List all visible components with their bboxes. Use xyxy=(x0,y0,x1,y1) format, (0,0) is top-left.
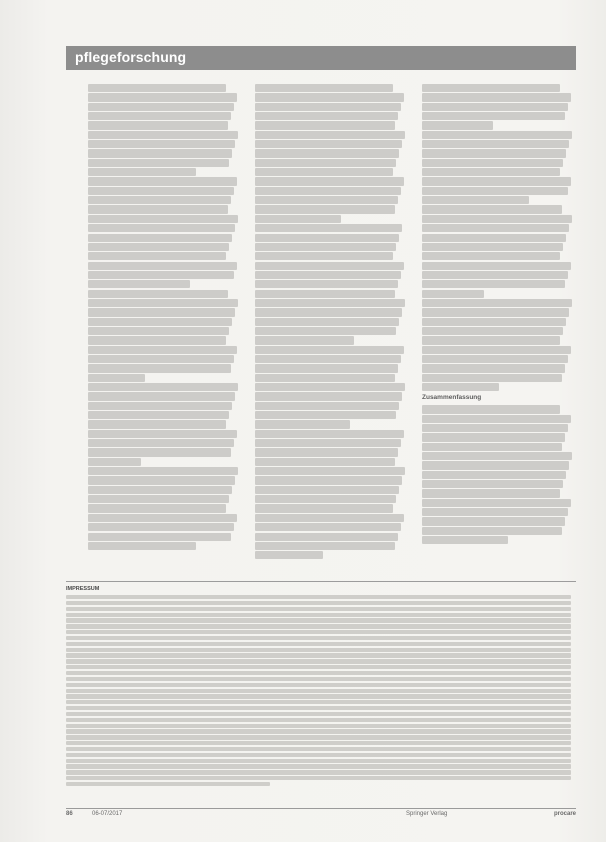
impressum-line xyxy=(66,776,571,780)
section-title: pflegeforschung xyxy=(75,49,187,65)
text-line xyxy=(422,271,568,279)
text-line xyxy=(422,536,508,544)
text-line xyxy=(422,480,563,488)
text-line xyxy=(88,374,145,382)
text-line xyxy=(255,467,405,475)
text-line xyxy=(255,448,398,456)
text-line xyxy=(88,411,229,419)
text-line xyxy=(255,215,341,223)
impressum-line xyxy=(66,613,571,617)
impressum-line xyxy=(66,712,571,716)
impressum-text xyxy=(66,595,576,788)
impressum-line xyxy=(66,659,571,663)
impressum-line xyxy=(66,624,571,628)
text-line xyxy=(255,542,395,550)
text-line xyxy=(255,374,395,382)
text-line xyxy=(422,443,562,451)
text-line xyxy=(255,551,323,559)
text-line xyxy=(422,346,571,354)
text-line xyxy=(88,448,231,456)
text-column-2 xyxy=(255,84,405,572)
text-line xyxy=(422,374,562,382)
text-line xyxy=(255,299,405,307)
text-line xyxy=(422,517,565,525)
text-line xyxy=(255,149,399,157)
text-line xyxy=(88,383,238,391)
text-line xyxy=(88,187,234,195)
text-line xyxy=(422,196,529,204)
text-line xyxy=(422,336,560,344)
text-line xyxy=(255,533,398,541)
text-line xyxy=(88,392,235,400)
text-line xyxy=(422,299,572,307)
text-line xyxy=(88,177,237,185)
text-line xyxy=(88,215,238,223)
text-line xyxy=(422,224,569,232)
text-line xyxy=(88,84,226,92)
text-column-3 xyxy=(422,84,572,572)
text-line xyxy=(88,327,229,335)
text-line xyxy=(255,355,401,363)
text-line xyxy=(422,187,568,195)
text-line xyxy=(422,280,565,288)
brand-logo: procare xyxy=(553,811,576,817)
text-line xyxy=(422,308,569,316)
text-line xyxy=(88,290,228,298)
impressum-line xyxy=(66,665,571,669)
text-line xyxy=(255,131,405,139)
text-line xyxy=(88,103,234,111)
text-line xyxy=(255,346,404,354)
text-line xyxy=(255,168,393,176)
text-line xyxy=(88,224,235,232)
text-line xyxy=(255,402,399,410)
text-line xyxy=(88,364,231,372)
text-line xyxy=(422,405,560,413)
impressum-title: IMPRESSUM xyxy=(66,586,100,592)
text-line xyxy=(255,336,354,344)
impressum-line xyxy=(66,759,571,763)
text-line xyxy=(255,458,395,466)
text-line xyxy=(88,299,238,307)
text-line xyxy=(88,439,234,447)
impressum-line xyxy=(66,595,571,599)
text-line xyxy=(88,308,235,316)
text-line xyxy=(255,420,350,428)
text-line xyxy=(422,140,569,148)
text-line xyxy=(422,121,493,129)
text-line xyxy=(255,159,396,167)
text-line xyxy=(88,205,228,213)
text-line xyxy=(255,93,404,101)
text-line xyxy=(422,489,560,497)
impressum-line xyxy=(66,689,571,693)
text-line xyxy=(88,280,190,288)
text-line xyxy=(422,527,562,535)
text-line xyxy=(422,433,565,441)
text-line xyxy=(88,159,229,167)
text-line xyxy=(255,196,398,204)
impressum-line xyxy=(66,618,571,622)
text-line xyxy=(422,103,568,111)
impressum-line xyxy=(66,700,571,704)
text-line xyxy=(422,508,568,516)
text-line xyxy=(422,234,566,242)
text-line xyxy=(255,523,401,531)
text-line xyxy=(255,476,402,484)
text-line xyxy=(255,514,404,522)
impressum-line xyxy=(66,607,571,611)
text-line xyxy=(88,467,238,475)
impressum-line xyxy=(66,601,571,605)
text-line xyxy=(88,93,237,101)
text-line xyxy=(422,499,571,507)
text-line xyxy=(422,252,560,260)
text-line xyxy=(255,290,395,298)
text-line xyxy=(255,205,395,213)
text-line xyxy=(88,514,237,522)
text-line xyxy=(422,131,572,139)
text-line xyxy=(88,168,196,176)
text-line xyxy=(255,280,398,288)
publisher-label: Springer Verlag xyxy=(406,811,448,817)
text-line xyxy=(422,355,568,363)
impressum-line xyxy=(66,636,571,640)
text-line xyxy=(88,262,237,270)
text-line xyxy=(255,177,404,185)
text-line xyxy=(88,140,235,148)
text-line xyxy=(422,364,565,372)
text-line xyxy=(255,103,401,111)
text-line xyxy=(88,486,232,494)
text-line xyxy=(422,112,565,120)
text-line xyxy=(422,215,572,223)
article-body xyxy=(88,84,576,572)
issue-label: 06-07/2017 xyxy=(92,811,123,817)
text-line xyxy=(422,159,563,167)
text-line xyxy=(422,177,571,185)
impressum-line xyxy=(66,694,571,698)
impressum-line xyxy=(66,671,571,675)
text-line xyxy=(255,383,405,391)
text-line xyxy=(422,383,499,391)
text-line xyxy=(255,224,402,232)
text-line xyxy=(88,271,234,279)
text-line xyxy=(255,271,401,279)
text-line xyxy=(88,355,234,363)
impressum-line xyxy=(66,741,571,745)
text-line xyxy=(88,346,237,354)
page-footer xyxy=(66,808,576,819)
text-line xyxy=(255,495,396,503)
text-line xyxy=(422,424,568,432)
impressum-line xyxy=(66,782,270,786)
text-line xyxy=(88,131,238,139)
text-line xyxy=(422,168,560,176)
text-line xyxy=(88,318,232,326)
text-line xyxy=(422,205,562,213)
text-line xyxy=(422,149,566,157)
impressum-line xyxy=(66,747,571,751)
text-line xyxy=(255,187,401,195)
section-heading: Zusammenfassung xyxy=(422,394,482,402)
page-number: 86 xyxy=(66,811,73,817)
text-line xyxy=(88,542,196,550)
text-line xyxy=(255,243,396,251)
impressum-line xyxy=(66,764,571,768)
text-line xyxy=(88,112,231,120)
impressum-line xyxy=(66,770,571,774)
text-line xyxy=(255,308,402,316)
text-line xyxy=(255,112,398,120)
impressum-line xyxy=(66,630,571,634)
text-line xyxy=(255,364,398,372)
text-line xyxy=(88,476,235,484)
text-line xyxy=(88,523,234,531)
text-line xyxy=(88,196,231,204)
text-column-1 xyxy=(88,84,238,572)
impressum-box xyxy=(66,581,576,800)
text-line xyxy=(255,392,402,400)
text-line xyxy=(255,430,404,438)
text-line xyxy=(88,234,232,242)
text-line xyxy=(255,327,396,335)
text-line xyxy=(255,121,395,129)
impressum-line xyxy=(66,706,571,710)
text-line xyxy=(255,252,393,260)
text-line xyxy=(88,458,141,466)
impressum-line xyxy=(66,718,571,722)
text-line xyxy=(422,452,572,460)
text-line xyxy=(88,121,228,129)
impressum-line xyxy=(66,653,571,657)
text-line xyxy=(88,420,226,428)
text-line xyxy=(88,533,231,541)
text-line xyxy=(88,504,226,512)
impressum-line xyxy=(66,677,571,681)
text-line xyxy=(422,461,569,469)
text-line xyxy=(255,411,396,419)
text-line xyxy=(422,318,566,326)
text-line xyxy=(422,327,563,335)
text-line xyxy=(422,262,571,270)
text-line xyxy=(422,471,566,479)
text-line xyxy=(255,504,393,512)
text-line xyxy=(88,252,226,260)
text-line xyxy=(422,415,571,423)
text-line xyxy=(422,84,560,92)
text-line xyxy=(255,262,404,270)
impressum-line xyxy=(66,683,571,687)
text-line xyxy=(255,318,399,326)
text-line xyxy=(422,243,563,251)
text-line xyxy=(422,290,484,298)
impressum-line xyxy=(66,648,571,652)
text-line xyxy=(255,84,393,92)
text-line xyxy=(422,93,571,101)
text-line xyxy=(88,243,229,251)
text-line xyxy=(88,430,237,438)
impressum-line xyxy=(66,642,571,646)
impressum-line xyxy=(66,735,571,739)
text-line xyxy=(255,234,399,242)
text-line xyxy=(255,140,402,148)
text-line xyxy=(255,486,399,494)
text-line xyxy=(88,336,226,344)
text-line xyxy=(88,495,229,503)
impressum-line xyxy=(66,729,571,733)
text-line xyxy=(255,439,401,447)
section-header-band xyxy=(66,46,576,70)
text-line xyxy=(88,149,232,157)
impressum-line xyxy=(66,724,571,728)
text-line xyxy=(88,402,232,410)
impressum-line xyxy=(66,753,571,757)
